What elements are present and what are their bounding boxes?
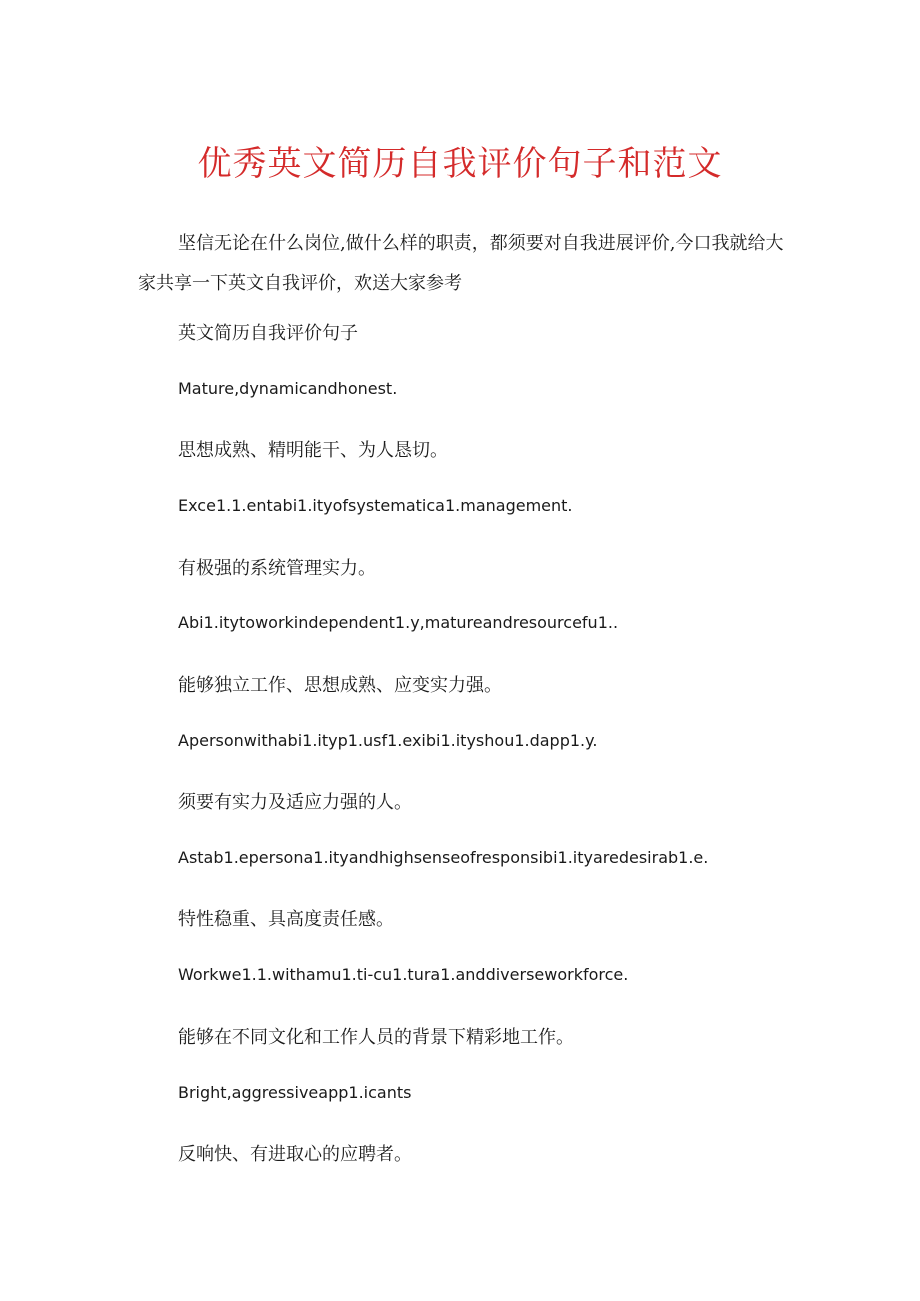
english-sentence: Abi1.itytoworkindependent1.y,matureandresourcefu1.. (178, 613, 619, 632)
english-sentence: Astab1.epersona1.ityandhighsenseofresponsibi1.ityaredesirab1.e. (178, 848, 709, 867)
english-sentence: Workwe1.1.withamu1.ti-cu1.tura1.anddiverseworkforce. (178, 965, 629, 984)
chinese-translation: 能够在不同文化和工作人员的背景下精彩地工作。 (178, 1027, 574, 1048)
chinese-translation: 思想成熟、精明能干、为人恳切。 (178, 440, 448, 461)
intro-paragraph: 坚信无论在什么岗位,做什么样的职责，都须要对自我进展评价,今口我就给大家共享一下英文自我评价，欢送大家参考 (138, 233, 784, 294)
english-sentence: Apersonwithabi1.ityp1.usf1.exibi1.ityshou1.dapp1.y. (178, 731, 598, 750)
english-sentence: Bright,aggressiveapp1.icants (178, 1083, 412, 1102)
chinese-translation: 特性稳重、具高度责任感。 (178, 909, 394, 930)
chinese-translation: 能够独立工作、思想成熟、应变实力强。 (178, 675, 502, 696)
chinese-translation: 须要有实力及适应力强的人。 (178, 792, 412, 813)
document-title: 优秀英文简历自我评价句子和范文 (197, 144, 723, 184)
english-sentence: Exce1.1.entabi1.ityofsystematica1.management. (178, 496, 573, 515)
section-heading: 英文简历自我评价句子 (178, 323, 358, 344)
chinese-translation: 有极强的系统管理实力。 (178, 558, 376, 579)
english-sentence: Mature,dynamicandhonest. (178, 379, 398, 398)
chinese-translation: 反响快、有进取心的应聘者。 (178, 1144, 412, 1165)
